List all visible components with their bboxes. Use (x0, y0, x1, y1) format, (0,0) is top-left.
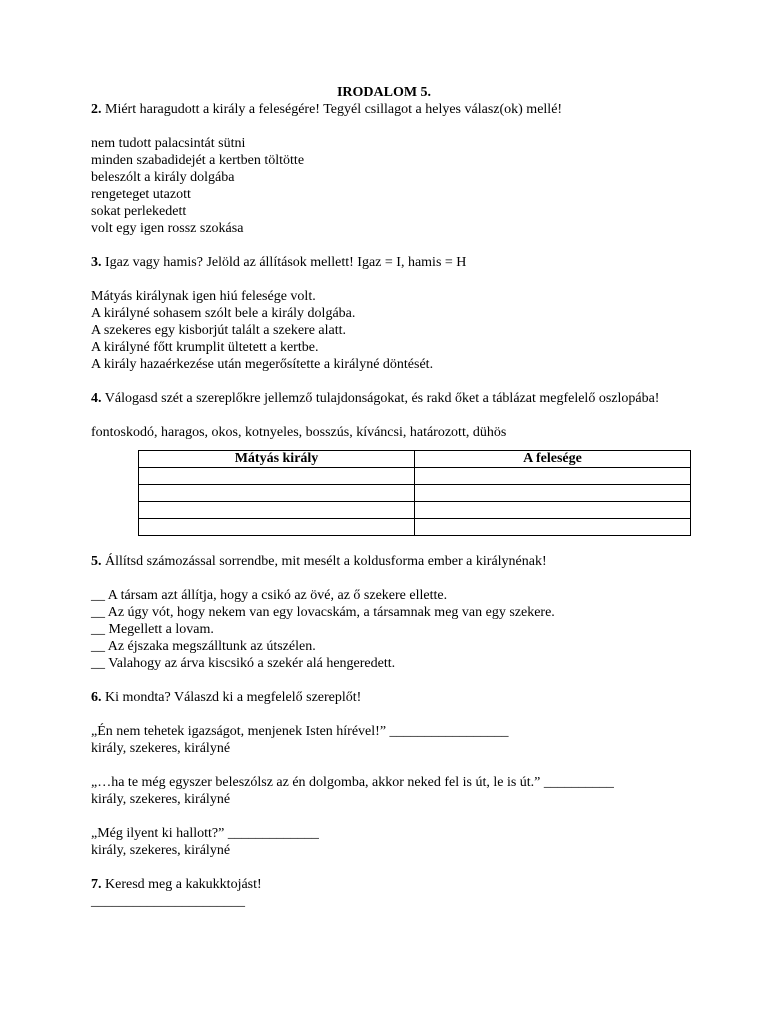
table-cell[interactable] (415, 519, 691, 536)
question-text: Miért haragudott a király a feleségére! Tegyél csillagot a helyes válasz(ok) mellé! (101, 102, 563, 117)
column-header-feleseg: A felesége (415, 451, 691, 468)
worksheet-page (91, 84, 677, 910)
answer-option: sokat perlekedett (91, 204, 187, 219)
table-cell[interactable] (415, 468, 691, 485)
table-cell[interactable] (415, 502, 691, 519)
answer-option: minden szabadidejét a kertben töltötte (91, 153, 305, 168)
question-number: 5. (91, 554, 102, 569)
trait-list: fontoskodó, haragos, okos, kotnyeles, bosszús, kíváncsi, határozott, dühös (91, 425, 507, 440)
question-7 (91, 876, 677, 893)
traits-table (138, 450, 691, 536)
question-number: 7. (91, 877, 102, 892)
ordering-item: __ A társam azt állítja, hogy a csikó az övé, az ő szekere ellette. (91, 588, 448, 603)
question-number: 3. (91, 255, 102, 270)
ordering-item: __ Megellett a lovam. (91, 622, 214, 637)
answer-option: rengeteget utazott (91, 187, 191, 202)
ordering-item: __ Az éjszaka megszálltunk az útszélen. (91, 639, 316, 654)
quote-choices: király, szekeres, királyné (91, 843, 231, 858)
question-text: Ki mondta? Válaszd ki a megfelelő szereplőt! (101, 690, 362, 705)
question-number: 4. (91, 391, 102, 406)
quote-choices: király, szekeres, királyné (91, 741, 231, 756)
statement: A királyné sohasem szólt bele a király dolgába. (91, 306, 356, 321)
question-text: Válogasd szét a szereplőkre jellemző tulajdonságokat, és rakd őket a táblázat megfelelő oszlopába! (101, 391, 660, 406)
question-3 (91, 254, 677, 271)
question-5 (91, 553, 677, 570)
question-text: Keresd meg a kakukktojást! (101, 877, 262, 892)
table-cell[interactable] (139, 468, 415, 485)
question-number: 2. (91, 102, 102, 117)
statement: A szekeres egy kisborjút talált a szekere alatt. (91, 323, 347, 338)
column-header-matyas: Mátyás király (139, 451, 415, 468)
table-row (139, 468, 691, 485)
table-row (139, 485, 691, 502)
answer-option: beleszólt a király dolgába (91, 170, 235, 185)
table-cell[interactable] (139, 519, 415, 536)
question-text: Igaz vagy hamis? Jelöld az állítások mellett! Igaz = I, hamis = H (101, 255, 467, 270)
answer-option: nem tudott palacsintát sütni (91, 136, 246, 151)
quote: „Én nem tehetek igazságot, menjenek Isten hírével!” _________________ (91, 724, 509, 739)
ordering-item: __ Az úgy vót, hogy nekem van egy lovacskám, a társamnak meg van egy szekere. (91, 605, 555, 620)
statement: A királyné főtt krumplit ültetett a kertbe. (91, 340, 319, 355)
statement: Mátyás királynak igen hiú felesége volt. (91, 289, 316, 304)
ordering-item: __ Valahogy az árva kiscsikó a szekér alá hengeredett. (91, 656, 396, 671)
page-title: IRODALOM 5. (336, 85, 432, 100)
question-text: Állítsd számozással sorrendbe, mit mesélt a koldusforma ember a királynénak! (101, 554, 547, 569)
answer-option: volt egy igen rossz szokása (91, 221, 244, 236)
question-number: 6. (91, 690, 102, 705)
table-cell[interactable] (415, 485, 691, 502)
question-2 (91, 101, 677, 118)
table-cell[interactable] (139, 485, 415, 502)
table-row (139, 519, 691, 536)
quote-choices: király, szekeres, királyné (91, 792, 231, 807)
traits-table-wrapper (138, 450, 691, 536)
answer-line[interactable]: ______________________ (91, 894, 245, 909)
table-cell[interactable] (139, 502, 415, 519)
quote: „…ha te még egyszer beleszólsz az én dolgomba, akkor neked fel is út, le is út.” __________ (91, 775, 614, 790)
statement: A király hazaérkezése után megerősítette a királyné döntését. (91, 357, 434, 372)
table-row (139, 502, 691, 519)
question-4 (91, 390, 677, 407)
quote: „Még ilyent ki hallott?” _____________ (91, 826, 319, 841)
question-6 (91, 689, 677, 706)
